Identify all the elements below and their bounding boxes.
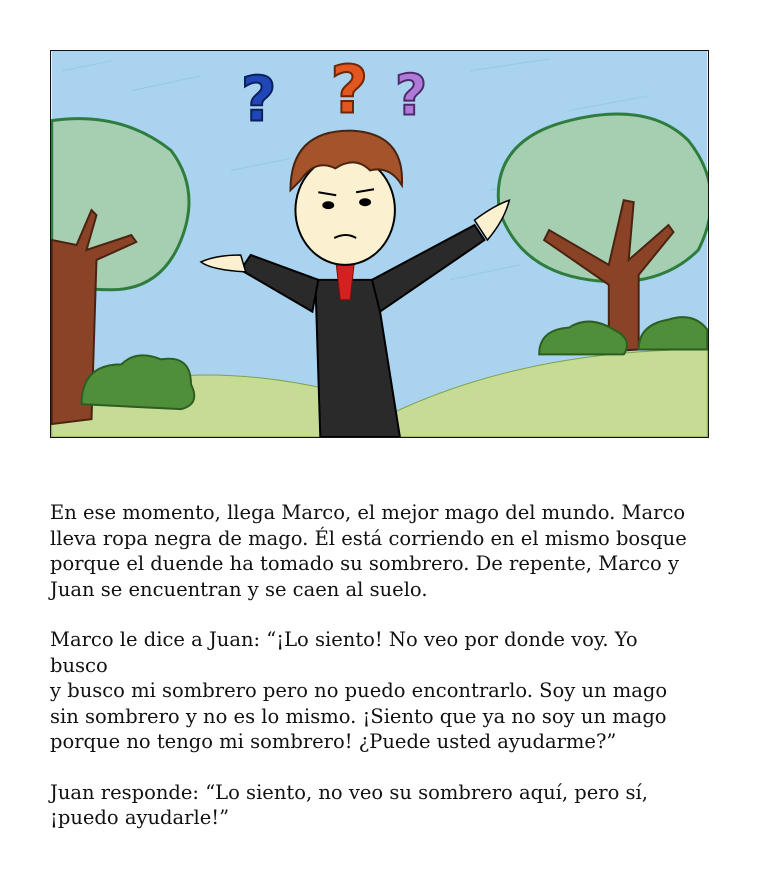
orange-question-mark-icon: ? bbox=[330, 52, 369, 129]
story-illustration bbox=[50, 50, 709, 438]
purple-question-mark-icon: ? bbox=[394, 63, 428, 129]
paragraph-juan-responds: Juan responde: “Lo siento, no veo su sombrero aquí, pero sí, ¡puedo ayudarle!” bbox=[50, 780, 648, 829]
paragraph-marco-speaks: Marco le dice a Juan: “¡Lo siento! No veo por donde voy. Yo busco y busco mi sombrero pero no puedo encontrarlo. Soy un mago sin sombrero y no es lo mismo. ¡Siento que ya no soy un mago porque no tengo mi sombrero! ¿Puede usted ayudarme?” bbox=[50, 628, 668, 753]
drawing-of-confused-magician bbox=[51, 51, 708, 437]
blue-question-mark-icon: ? bbox=[240, 63, 277, 136]
paragraph-marco-arrives: En ese momento, llega Marco, el mejor mago del mundo. Marco lleva ropa negra de mago. Él está corriendo en el mismo bosque porque el duende ha tomado su sombrero. De repente, Marco y Juan se encuentran y se caen al suelo. bbox=[50, 501, 687, 601]
story-text bbox=[50, 500, 700, 856]
